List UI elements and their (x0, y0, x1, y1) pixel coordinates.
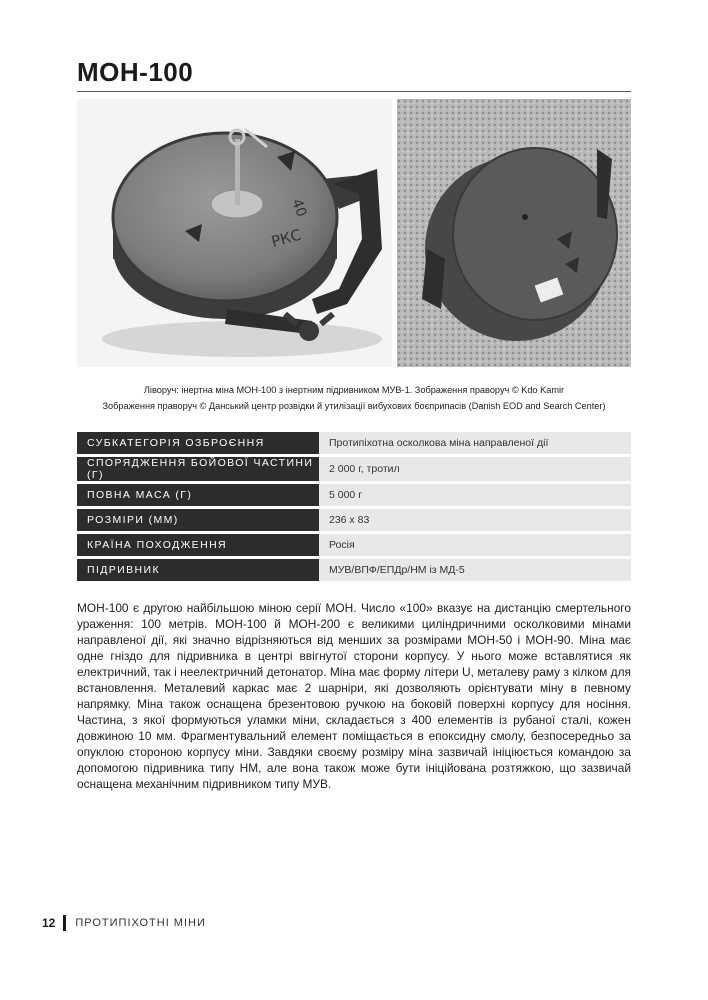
page-title: МОН-100 (77, 57, 194, 87)
spec-value: 2 000 г, тротил (319, 457, 631, 481)
spec-label: КРАЇНА ПОХОДЖЕННЯ (77, 534, 319, 556)
spec-value: Росія (319, 534, 631, 556)
caption-line-2: Зображення праворуч © Данський центр розвідки й утилізації вибухових боєприпасів (Danish EOD and Search Center) (102, 401, 606, 411)
spec-row (77, 509, 631, 531)
spec-row (77, 534, 631, 556)
spec-label: ПОВНА МАСА (Г) (77, 484, 319, 506)
spec-label: СПОРЯДЖЕННЯ БОЙОВОЇ ЧАСТИНИ (Г) (77, 457, 319, 481)
mine-marking-rks: РКС (269, 225, 304, 251)
title-divider (77, 91, 631, 92)
page-footer (42, 913, 206, 933)
description-paragraph: МОН-100 є другою найбільшою міною серії МОН. Число «100» вказує на дистанцію смертельного ураження: 100 метрів. МОН-100 й МОН-200 є великими циліндричними осколковими мінами направленої дії, які значно відрізняються від менших за розмірами МОН-50 і МОН-90. Міна має одне гніздо для підривника в центрі ввігнутої сторони корпусу. У нього може вставлятися як електричний, так і неелектричний детонатор. Міна має форму літери U, металеву раму з кілком для встановлення. Металевий каркас має 2 шарніри, які дозволяють орієнтувати міну в певному напрямку. Міна також оснащена брезентовою ручкою на боковій поверхні корпусу для носіння. Частина, з якої формуються уламки міни, складається з 400 елементів із рубаної сталі, кожен довжиною 10 мм. Фрагментувальний елемент поміщається в епоксидну смолу, безпосередньо за опуклою стороною корпусу міни. Завдяки своєму розміру міна зазвичай ініціюється командою за допомогою підривника типу НМ, але вона також може бути ініційована розтяжкою, що зазвичай оснащена механічним підривником типу МУВ. (77, 601, 631, 791)
spec-value: 236 x 83 (319, 509, 631, 531)
spec-value: МУВ/ВПФ/ЕПДр/НМ із МД-5 (319, 559, 631, 581)
footer-divider (63, 915, 66, 931)
spec-row (77, 484, 631, 506)
spec-row (77, 559, 631, 581)
spec-label: РОЗМІРИ (ММ) (77, 509, 319, 531)
mine-marking-40: 40 (288, 196, 310, 220)
photo-caption (77, 382, 631, 414)
spec-row (77, 457, 631, 481)
spec-value: 5 000 г (319, 484, 631, 506)
caption-line-1: Ліворуч: інертна міна МОН-100 з інертним підривником МУВ-1. Зображення праворуч © Kdo Kamir (143, 385, 565, 395)
section-name: ПРОТИПІХОТНІ МІНИ (75, 917, 206, 929)
spec-label: СУБКАТЕГОРІЯ ОЗБРОЄННЯ (77, 432, 319, 454)
specs-table (77, 429, 631, 584)
photo-mon100-side (397, 99, 631, 367)
spec-label: ПІДРИВНИК (77, 559, 319, 581)
page-number: 12 (42, 916, 56, 930)
spec-value: Протипіхотна осколкова міна направленої дії (319, 432, 631, 454)
spec-row (77, 432, 631, 454)
photo-mon100-inert (77, 99, 392, 367)
